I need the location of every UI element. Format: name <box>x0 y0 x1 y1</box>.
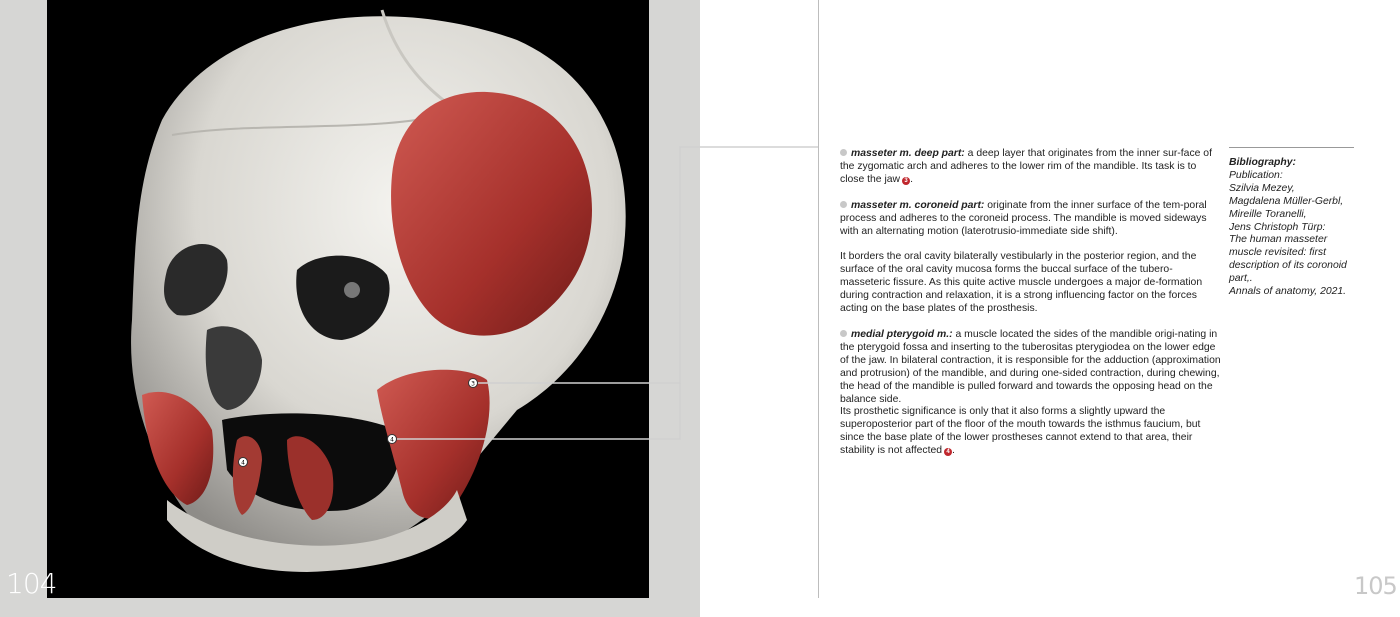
bibliography-author: Szilvia Mezey, <box>1229 182 1295 194</box>
bullet-icon <box>840 201 847 208</box>
paragraph-body: a muscle located the sides of the mandible origi-nating in the pterygoid fossa and inserting to the tuberositas pterygiodea on the lower edge of the jaw. In bilateral contraction, it is responsible for the adduction (approximation and protrusion) of the mandible, and during one-sided contraction, during chewing, the head of the mandible is pulled forward and towards the opposing head on the balance side. <box>840 328 1221 405</box>
bibliography-work: The human masseter muscle revisited: first description of its coronoid part,. <box>1229 234 1347 285</box>
callout-4a: 4 <box>390 436 394 444</box>
term-masseter-deep: masseter m. deep part: <box>851 148 965 159</box>
paragraph-masseter-deep: masseter m. deep part: a deep layer that originates from the inner sur-face of the zygomatic arch and adheres to the lower rim of the mandible. Its task is to close the jaw 3 . <box>840 148 1212 185</box>
bibliography-label: Publication: <box>1229 169 1283 181</box>
reference-marker: 3 <box>902 177 910 185</box>
bibliography <box>1229 157 1359 299</box>
paragraph-oral-cavity: It borders the oral cavity bilaterally vestibularly in the posterior region, and the surface of the oral cavity mucosa forms the buccal surface of the tubero-masseteric fissure. As this quite active muscle undergoes a major de-formation during contraction and relaxation, it is a strong influencing factor on the forces acting on the base plates of the prosthesis. <box>840 251 1203 315</box>
paragraph-medial-pterygoid: medial pterygoid m.: a muscle located the sides of the mandible origi-nating in the pterygoid fossa and inserting to the tuberositas pterygiodea on the lower edge of the jaw. In bilateral contraction, it is responsible for the adduction (approximation and protrusion) of the mandible, and during one-sided contraction, during chewing, the head of the mandible is pulled forward and towards the opposing head on the balance side. Its prosthetic significance is only that it also forms a slightly upward the superoposterior part of the floor of the mouth towards the isthmus faucium, but since the base plate of the lower prostheses cannot extend to that area, their stability is not affected 4 . <box>840 328 1221 457</box>
paragraph-body: originate from the inner surface of the tem-poral process and adheres to the coroneid process. The mandible is moved sideways with an alternating motion (laterotrusio-immediate side shift). <box>840 199 1207 237</box>
bibliography-journal: Annals of anatomy, 2021. <box>1229 286 1347 298</box>
bibliography-author: Jens Christoph Türp: <box>1229 221 1326 233</box>
page-number-left: 104 <box>6 567 57 600</box>
callout-4b: 4 <box>241 459 245 467</box>
reference-marker: 4 <box>944 448 952 456</box>
paragraph-body: a deep layer that originates from the inner sur-face of the zygomatic arch and adheres to the lower rim of the mandible. Its task is to close the jaw <box>840 148 1212 185</box>
bullet-icon <box>840 330 847 337</box>
bibliography-author: Mireille Toranelli, <box>1229 208 1307 220</box>
bullet-icon <box>840 149 847 156</box>
bibliography-title: Bibliography: <box>1229 157 1296 168</box>
paragraph-masseter-coroneid <box>840 200 1222 239</box>
body-text <box>840 148 1222 471</box>
term-masseter-coroneid: masseter m. coroneid part: <box>851 199 985 211</box>
callout-3: 3 <box>471 380 475 388</box>
bibliography-author: Magdalena Müller-Gerbl, <box>1229 195 1344 207</box>
paragraph-body-continued: Its prosthetic significance is only that it also forms a slightly upward the superoposterior part of the floor of the mouth towards the isthmus faucium, but since the base plate of the lower prostheses cannot extend to that area, their stability is not affected <box>840 406 1201 457</box>
page-number-right: 105 <box>1354 572 1397 600</box>
bibliography-rule <box>1229 147 1354 148</box>
term-medial-pterygoid: medial pterygoid m.: <box>851 328 953 340</box>
